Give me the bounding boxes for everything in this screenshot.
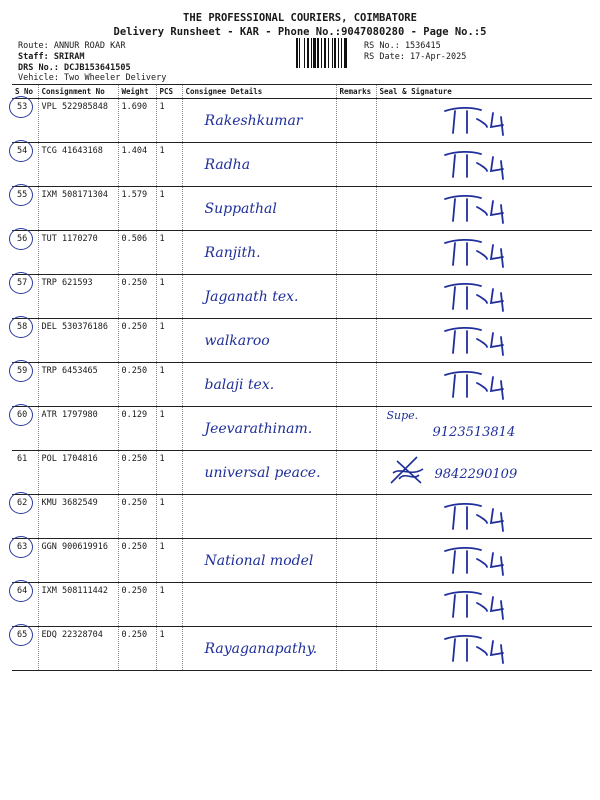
barcode-bar xyxy=(344,38,347,68)
cell-sno xyxy=(12,319,38,363)
cell-pcs-text: 1 xyxy=(159,102,165,112)
vehicle-label: Vehicle: Two Wheeler Delivery xyxy=(18,73,167,83)
cell-pcs-text: 1 xyxy=(159,542,165,552)
sno-wrap xyxy=(15,542,27,552)
cell-pcs-text: 1 xyxy=(159,234,165,244)
table-row xyxy=(12,495,592,539)
sno-wrap xyxy=(15,190,27,200)
barcode-bar xyxy=(313,38,316,68)
sno-wrap xyxy=(15,322,27,332)
sno-circle-mark xyxy=(9,316,33,338)
cell-consignment-text: TRP 6453465 xyxy=(41,366,98,376)
cell-pcs xyxy=(156,627,182,671)
barcode-bar xyxy=(304,38,305,68)
sno-wrap xyxy=(15,498,27,508)
sno-wrap xyxy=(15,454,27,464)
cell-weight xyxy=(118,451,156,495)
sno-text: 56 xyxy=(17,234,28,244)
table-row xyxy=(12,451,592,495)
sno-text: 62 xyxy=(17,498,28,508)
barcode-bar xyxy=(307,38,309,68)
cell-weight xyxy=(118,187,156,231)
cell-weight-text: 0.506 xyxy=(121,234,148,244)
cell-consignee xyxy=(182,539,336,583)
cell-consignee xyxy=(182,407,336,451)
barcode xyxy=(296,38,358,68)
signature-mark xyxy=(437,191,527,225)
cell-pcs xyxy=(156,407,182,451)
barcode-bar xyxy=(321,38,322,68)
cell-sno xyxy=(12,143,38,187)
cell-weight-text: 0.250 xyxy=(121,366,148,376)
table-row xyxy=(12,187,592,231)
cell-consignment xyxy=(38,143,118,187)
consignee-handwriting: Radha xyxy=(204,157,251,173)
consignee-handwriting: balaji tex. xyxy=(204,377,275,393)
cell-consignment xyxy=(38,539,118,583)
cell-weight-text: 1.579 xyxy=(121,190,148,200)
cell-sno xyxy=(12,495,38,539)
cell-pcs xyxy=(156,187,182,231)
cell-weight xyxy=(118,363,156,407)
sno-circle-mark xyxy=(9,492,33,514)
signature-mark xyxy=(437,543,527,577)
cell-consignee xyxy=(182,275,336,319)
cell-weight xyxy=(118,275,156,319)
barcode-bar xyxy=(341,38,342,68)
barcode-bar xyxy=(317,38,319,68)
barcode-bar xyxy=(299,38,300,68)
cell-weight-text: 0.250 xyxy=(121,278,148,288)
barcode-bar xyxy=(332,38,333,68)
sno-circle-mark xyxy=(9,140,33,162)
cell-consignment-text: VPL 522985848 xyxy=(41,102,109,112)
remark-note: Supe. xyxy=(386,409,419,422)
barcode-bar xyxy=(334,38,336,68)
cell-sno xyxy=(12,583,38,627)
signature-mark xyxy=(437,367,527,401)
cell-consignment xyxy=(38,99,118,143)
cell-pcs xyxy=(156,539,182,583)
cell-weight xyxy=(118,583,156,627)
sno-text: 55 xyxy=(17,190,28,200)
barcode-bar xyxy=(296,38,298,68)
cell-consignment-text: GGN 900619916 xyxy=(41,542,109,552)
cell-consignment xyxy=(38,495,118,539)
cell-seal xyxy=(376,627,592,671)
cell-consignment-text: ATR 1797980 xyxy=(41,410,98,420)
cell-pcs-text: 1 xyxy=(159,498,165,508)
col-sno: S No xyxy=(12,85,38,99)
sno-circle-mark xyxy=(9,580,33,602)
cell-weight xyxy=(118,99,156,143)
cell-weight-text: 1.404 xyxy=(121,146,148,156)
cell-sno xyxy=(12,407,38,451)
cell-seal xyxy=(376,275,592,319)
cell-consignment-text: IXM 508111442 xyxy=(41,586,109,596)
cell-consignee xyxy=(182,495,336,539)
consignee-handwriting: walkaroo xyxy=(204,333,270,349)
cell-sno xyxy=(12,99,38,143)
sno-circle-mark xyxy=(9,360,33,382)
signature-mark xyxy=(437,323,527,357)
cell-remarks xyxy=(336,451,376,495)
sno-circle-mark xyxy=(9,536,33,558)
cell-consignment xyxy=(38,231,118,275)
cell-consignee xyxy=(182,99,336,143)
cell-pcs-text: 1 xyxy=(159,190,165,200)
drs-label: DRS No.: DCJB153641505 xyxy=(18,63,131,73)
cell-consignment-text: DEL 530376186 xyxy=(41,322,109,332)
table-row xyxy=(12,407,592,451)
cell-pcs-text: 1 xyxy=(159,410,165,420)
scribble-signature xyxy=(387,453,427,487)
cell-pcs-text: 1 xyxy=(159,322,165,332)
sno-text: 63 xyxy=(17,542,28,552)
cell-consignee xyxy=(182,451,336,495)
cell-remarks xyxy=(336,363,376,407)
runsheet-table xyxy=(12,84,592,671)
cell-weight-text: 0.250 xyxy=(121,498,148,508)
table-row xyxy=(12,275,592,319)
cell-pcs xyxy=(156,319,182,363)
cell-seal xyxy=(376,539,592,583)
cell-pcs-text: 1 xyxy=(159,278,165,288)
cell-pcs xyxy=(156,275,182,319)
sno-wrap xyxy=(15,366,27,376)
signature-mark xyxy=(437,631,527,665)
cell-weight-text: 0.250 xyxy=(121,322,148,332)
sno-circle-mark xyxy=(9,272,33,294)
cell-weight xyxy=(118,407,156,451)
table-row xyxy=(12,583,592,627)
cell-weight xyxy=(118,539,156,583)
cell-sno xyxy=(12,231,38,275)
cell-sno xyxy=(12,539,38,583)
cell-remarks xyxy=(336,583,376,627)
signature-mark xyxy=(437,279,527,313)
barcode-bar xyxy=(338,38,339,68)
signature-mark xyxy=(437,499,527,533)
consignee-handwriting: Jeevarathinam. xyxy=(204,421,313,437)
col-remarks: Remarks xyxy=(336,85,376,99)
barcode-bar xyxy=(311,38,312,68)
sno-text: 58 xyxy=(17,322,28,332)
cell-remarks xyxy=(336,99,376,143)
cell-consignment xyxy=(38,187,118,231)
sno-wrap xyxy=(15,146,27,156)
cell-pcs xyxy=(156,451,182,495)
cell-consignment xyxy=(38,275,118,319)
sno-text: 54 xyxy=(17,146,28,156)
cell-consignee xyxy=(182,143,336,187)
sno-circle-mark xyxy=(9,96,33,118)
table-row xyxy=(12,539,592,583)
receiver-phone: 9123513814 xyxy=(432,425,516,440)
col-seal: Seal & Signature xyxy=(376,85,592,99)
consignee-handwriting: Rakeshkumar xyxy=(204,113,303,129)
consignee-handwriting: National model xyxy=(204,553,314,569)
cell-seal xyxy=(376,231,592,275)
sno-text: 53 xyxy=(17,102,28,112)
cell-seal xyxy=(376,495,592,539)
cell-seal xyxy=(376,187,592,231)
sno-circle-mark xyxy=(9,184,33,206)
signature-mark xyxy=(437,587,527,621)
cell-consignment xyxy=(38,627,118,671)
route-label: Route: ANNUR ROAD KAR xyxy=(18,41,126,51)
sno-wrap xyxy=(15,102,27,112)
signature-mark xyxy=(437,235,527,269)
table-row xyxy=(12,231,592,275)
table-row xyxy=(12,363,592,407)
consignee-handwriting: Rayaganapathy. xyxy=(204,641,318,657)
cell-pcs xyxy=(156,495,182,539)
sno-wrap xyxy=(15,586,27,596)
cell-remarks xyxy=(336,275,376,319)
cell-sno xyxy=(12,451,38,495)
cell-consignment xyxy=(38,451,118,495)
cell-consignment-text: EDQ 22328704 xyxy=(41,630,103,640)
cell-remarks xyxy=(336,143,376,187)
cell-consignment-text: TUT 1170270 xyxy=(41,234,98,244)
cell-sno xyxy=(12,275,38,319)
cell-weight-text: 0.250 xyxy=(121,454,148,464)
cell-seal xyxy=(376,583,592,627)
col-consignee: Consignee Details xyxy=(182,85,336,99)
cell-seal xyxy=(376,451,592,495)
cell-remarks xyxy=(336,495,376,539)
cell-pcs-text: 1 xyxy=(159,454,165,464)
cell-consignment-text: TRP 621593 xyxy=(41,278,93,288)
cell-consignee xyxy=(182,627,336,671)
cell-pcs-text: 1 xyxy=(159,630,165,640)
cell-weight-text: 0.250 xyxy=(121,542,148,552)
signature-mark xyxy=(437,147,527,181)
cell-seal xyxy=(376,319,592,363)
signature-mark xyxy=(437,103,527,137)
consignee-handwriting: Suppathal xyxy=(204,201,277,217)
sno-wrap xyxy=(15,630,27,640)
cell-weight xyxy=(118,319,156,363)
cell-pcs xyxy=(156,583,182,627)
cell-sno xyxy=(12,187,38,231)
runsheet-subtitle: Delivery Runsheet - KAR - Phone No.:9047080280 - Page No.:5 xyxy=(113,26,487,38)
sno-wrap xyxy=(15,410,27,420)
cell-consignee xyxy=(182,583,336,627)
consignee-handwriting: universal peace. xyxy=(204,465,321,481)
cell-seal xyxy=(376,99,592,143)
sno-text: 61 xyxy=(17,454,28,464)
cell-consignee xyxy=(182,231,336,275)
cell-pcs xyxy=(156,143,182,187)
cell-weight xyxy=(118,627,156,671)
cell-weight xyxy=(118,495,156,539)
sno-text: 57 xyxy=(17,278,28,288)
consignee-handwriting: Ranjith. xyxy=(204,245,261,261)
cell-remarks xyxy=(336,187,376,231)
table-header-row xyxy=(12,85,592,99)
cell-consignment xyxy=(38,319,118,363)
cell-weight-text: 0.250 xyxy=(121,630,148,640)
cell-sno xyxy=(12,627,38,671)
cell-seal xyxy=(376,143,592,187)
cell-remarks xyxy=(336,319,376,363)
cell-consignee xyxy=(182,319,336,363)
cell-pcs-text: 1 xyxy=(159,366,165,376)
cell-pcs xyxy=(156,231,182,275)
cell-pcs xyxy=(156,363,182,407)
company-title: THE PROFESSIONAL COURIERS, COIMBATORE xyxy=(183,12,417,24)
sno-circle-mark xyxy=(9,228,33,250)
sno-circle-mark xyxy=(9,624,33,646)
table-row xyxy=(12,143,592,187)
table-row xyxy=(12,319,592,363)
staff-label: Staff: SRIRAM xyxy=(18,52,85,62)
cell-consignment-text: IXM 508171304 xyxy=(41,190,109,200)
cell-weight-text: 1.690 xyxy=(121,102,148,112)
cell-consignment-text: POL 1704816 xyxy=(41,454,98,464)
sno-wrap xyxy=(15,278,27,288)
table-row xyxy=(12,99,592,143)
cell-seal xyxy=(376,407,592,451)
cell-pcs-text: 1 xyxy=(159,146,165,156)
cell-pcs-text: 1 xyxy=(159,586,165,596)
cell-weight xyxy=(118,143,156,187)
table-row xyxy=(12,627,592,671)
cell-consignment xyxy=(38,363,118,407)
cell-sno xyxy=(12,363,38,407)
cell-weight-text: 0.129 xyxy=(121,410,148,420)
sno-text: 65 xyxy=(17,630,28,640)
cell-consignment xyxy=(38,583,118,627)
cell-weight-text: 0.250 xyxy=(121,586,148,596)
consignee-handwriting: Jaganath tex. xyxy=(204,289,299,305)
col-consignment: Consignment No xyxy=(38,85,118,99)
cell-consignee xyxy=(182,363,336,407)
sno-text: 59 xyxy=(17,366,28,376)
cell-consignment-text: TCG 41643168 xyxy=(41,146,103,156)
sno-wrap xyxy=(15,234,27,244)
cell-remarks xyxy=(336,231,376,275)
cell-seal xyxy=(376,363,592,407)
receiver-phone: 9842290109 xyxy=(434,467,518,482)
cell-weight xyxy=(118,231,156,275)
col-weight: Weight xyxy=(118,85,156,99)
cell-remarks xyxy=(336,539,376,583)
cell-consignee xyxy=(182,187,336,231)
cell-remarks xyxy=(336,627,376,671)
rs-number: RS No.: 1536415 xyxy=(364,41,441,51)
cell-consignment xyxy=(38,407,118,451)
cell-consignment-text: KMU 3682549 xyxy=(41,498,98,508)
sno-circle-mark xyxy=(9,404,33,426)
col-pcs: PCS xyxy=(156,85,182,99)
cell-pcs xyxy=(156,99,182,143)
sno-text: 64 xyxy=(17,586,28,596)
barcode-bar xyxy=(328,38,329,68)
barcode-bar xyxy=(324,38,326,68)
rs-date: RS Date: 17-Apr-2025 xyxy=(364,52,467,62)
cell-remarks xyxy=(336,407,376,451)
sno-text: 60 xyxy=(17,410,28,420)
